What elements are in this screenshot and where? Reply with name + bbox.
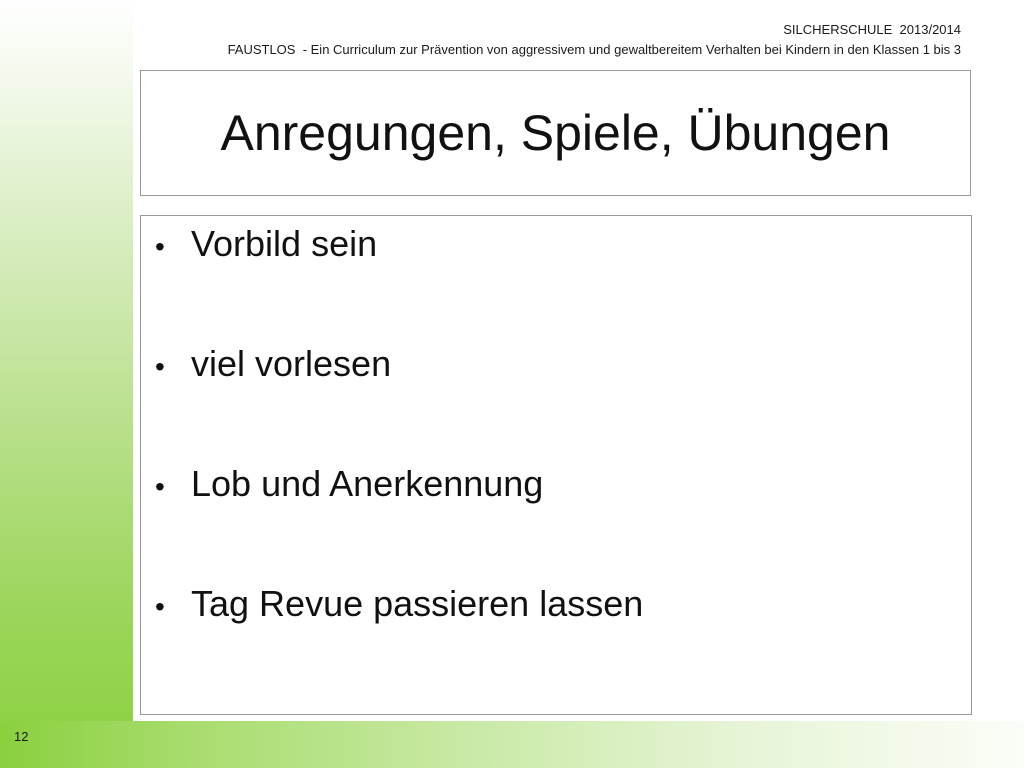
bullet-text: viel vorlesen: [191, 343, 392, 384]
bullet-icon: •: [155, 471, 165, 502]
bullet-item: [155, 223, 377, 265]
bullet-item: [155, 583, 643, 625]
header-subtitle: FAUSTLOS - Ein Curriculum zur Prävention von aggressivem und gewaltbereitem Verhalten bei Kindern in den Klassen 1 bis 3: [227, 42, 961, 57]
bullet-text: Vorbild sein: [191, 223, 378, 264]
slide-number: 12: [14, 729, 29, 744]
content-box: [140, 215, 972, 715]
bullet-icon: •: [155, 591, 165, 622]
bullet-item: [155, 343, 391, 385]
bullet-text: Tag Revue passieren lassen: [191, 583, 644, 624]
slide-title: Anregungen, Spiele, Übungen: [220, 105, 891, 161]
bullet-text: Lob und Anerkennung: [191, 463, 544, 504]
bullet-item: [155, 463, 543, 505]
bullet-icon: •: [155, 351, 165, 382]
header-organization: SILCHERSCHULE 2013/2014: [783, 22, 961, 37]
left-decorative-bar: [0, 0, 133, 768]
bottom-decorative-bar: [0, 721, 1024, 768]
title-box: [140, 70, 971, 196]
bullet-icon: •: [155, 231, 165, 262]
